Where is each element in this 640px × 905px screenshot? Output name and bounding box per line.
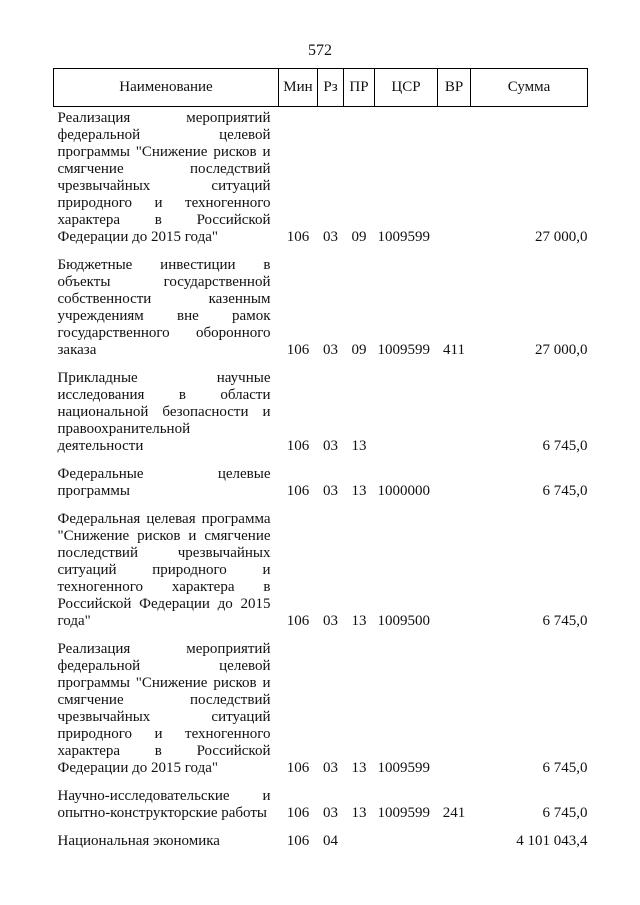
- cell-name: Реализация мероприятий федеральной целевой программы "Снижение рисков и смягчение последствий чрезвычайных ситуаций природного и техногенного характера в Российской Федерации до 2015 года": [57, 641, 271, 776]
- cell-min: 106: [286, 805, 310, 821]
- cell-sum: 6 745,0: [542, 760, 588, 776]
- table-row: [54, 822, 588, 850]
- cell-sum: 27 000,0: [535, 342, 588, 358]
- cell-csr: 1009500: [377, 613, 430, 629]
- cell-vr: [438, 630, 471, 777]
- cell-min: 106: [286, 483, 310, 499]
- page-number: 572: [308, 42, 332, 59]
- cell-rz: 03: [323, 613, 338, 629]
- cell-sum: 6 745,0: [542, 483, 588, 499]
- cell-min: 106: [286, 760, 310, 776]
- header-csr: ЦСР: [375, 69, 438, 107]
- cell-pr: 13: [351, 760, 367, 776]
- cell-name: Прикладные научные исследования в области национальной безопасности и правоохранительной деятельности: [57, 370, 271, 454]
- cell-name: Бюджетные инвестиции в объекты государственной собственности казенным учреждениям вне рамок государственного оборонного заказа: [57, 257, 271, 358]
- cell-csr: [375, 822, 438, 850]
- cell-pr: 13: [351, 483, 367, 499]
- cell-pr: 09: [351, 342, 367, 358]
- cell-pr: [344, 822, 375, 850]
- cell-vr: 241: [442, 805, 466, 821]
- cell-rz: 03: [323, 483, 338, 499]
- cell-sum: 6 745,0: [542, 805, 588, 821]
- cell-sum: 27 000,0: [535, 229, 588, 245]
- cell-min: 106: [286, 342, 310, 358]
- cell-name: Научно-исследовательские и опытно-конструкторские работы: [57, 788, 271, 821]
- header-min: Мин: [279, 69, 318, 107]
- table-row: [54, 630, 588, 777]
- header-pr: ПР: [344, 69, 375, 107]
- cell-vr: [438, 455, 471, 500]
- cell-rz: 03: [323, 229, 338, 245]
- table-row: [54, 500, 588, 630]
- cell-min: 106: [286, 438, 310, 454]
- cell-pr: 13: [351, 438, 367, 454]
- cell-csr: 1009599: [377, 229, 430, 245]
- cell-min: 106: [286, 833, 310, 849]
- cell-min: 106: [286, 229, 310, 245]
- cell-name: Национальная экономика: [57, 833, 220, 849]
- cell-vr: [438, 359, 471, 455]
- table-header-row: [54, 69, 588, 107]
- cell-pr: 13: [351, 613, 367, 629]
- cell-name: Федеральная целевая программа "Снижение рисков и смягчение последствий чрезвычайных ситуаций природного и техногенного характера в Российской Федерации до 2015 года": [57, 511, 271, 629]
- table-row: [54, 359, 588, 455]
- cell-rz: 03: [323, 342, 338, 358]
- cell-rz: 03: [323, 760, 338, 776]
- table-row: [54, 777, 588, 822]
- table-row: [54, 246, 588, 359]
- table-row: [54, 107, 588, 247]
- cell-vr: 411: [443, 342, 465, 358]
- cell-csr: 1000000: [377, 483, 430, 499]
- cell-rz: 04: [323, 833, 338, 849]
- cell-rz: 03: [323, 805, 338, 821]
- cell-sum: 4 101 043,4: [516, 833, 588, 849]
- cell-name: Реализация мероприятий федеральной целевой программы "Снижение рисков и смягчение последствий чрезвычайных ситуаций природного и техногенного характера в Российской Федерации до 2015 года": [57, 110, 271, 245]
- table-row: [54, 455, 588, 500]
- cell-min: 106: [286, 613, 310, 629]
- header-vr: ВР: [438, 69, 471, 107]
- cell-rz: 03: [323, 438, 338, 454]
- cell-vr: [438, 822, 471, 850]
- cell-csr: [375, 359, 438, 455]
- cell-csr: 1009599: [377, 342, 430, 358]
- header-rz: Рз: [318, 69, 344, 107]
- cell-csr: 1009599: [377, 805, 430, 821]
- cell-sum: 6 745,0: [542, 613, 588, 629]
- cell-pr: 09: [351, 229, 367, 245]
- cell-name: Федеральные целевые программы: [57, 466, 271, 499]
- cell-sum: 6 745,0: [542, 438, 588, 454]
- header-name: Наименование: [54, 69, 279, 107]
- cell-pr: 13: [351, 805, 367, 821]
- header-sum: Сумма: [471, 69, 588, 107]
- cell-csr: 1009599: [377, 760, 430, 776]
- budget-table: [53, 68, 588, 850]
- cell-vr: [438, 107, 471, 247]
- cell-vr: [438, 500, 471, 630]
